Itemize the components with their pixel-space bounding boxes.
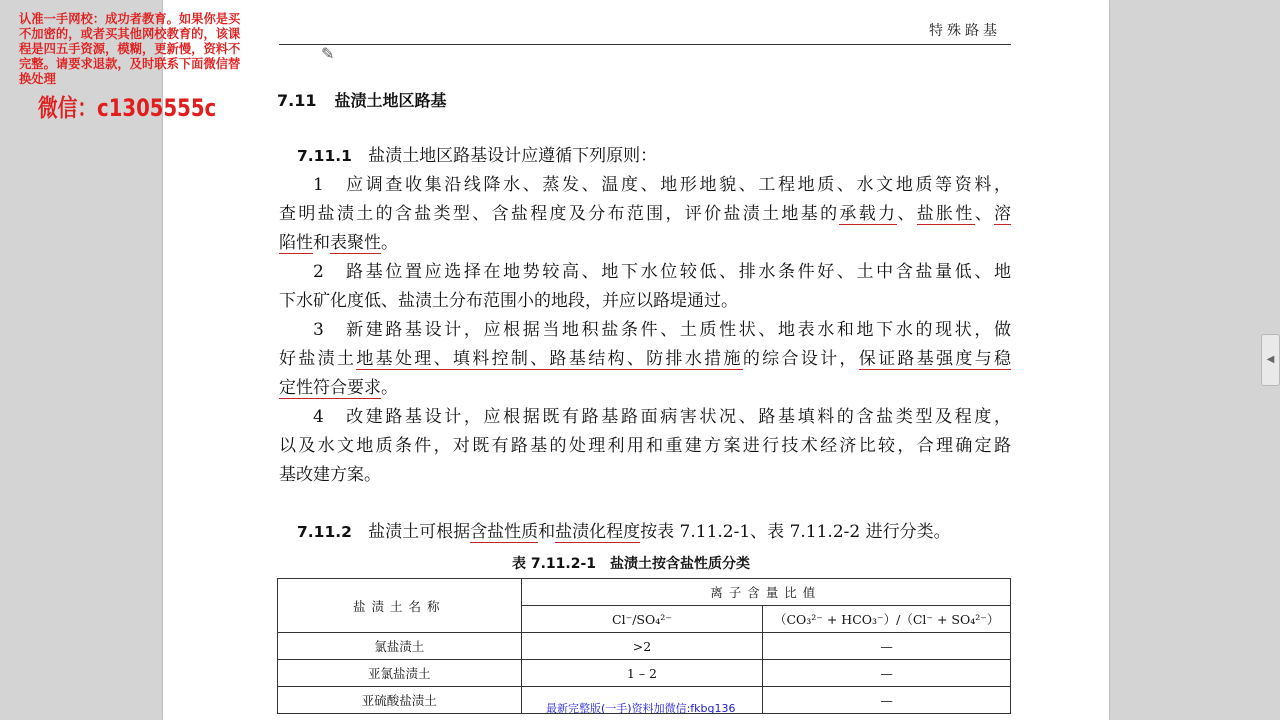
pen-cursor-icon: ✎: [321, 44, 335, 63]
highlight-salt-nature: 含盐性质: [470, 522, 539, 542]
watermark-wechat: 微信：c1305555c: [38, 94, 217, 122]
highlight-salinization-degree: 盐渍化程度: [555, 522, 641, 542]
header-soil-name: 盐渍土名称: [278, 579, 522, 633]
collapse-arrow-icon[interactable]: ◀: [1261, 334, 1280, 386]
highlight-collapsibility-a: 溶: [994, 204, 1012, 224]
item1-line3: 陷性和表聚性。: [279, 233, 398, 253]
highlight-strength-stability-b: 定性符合要求: [279, 378, 381, 398]
section-heading: 盐渍土地区路基: [334, 91, 447, 110]
section-number: 7.11: [277, 91, 317, 110]
header-ion-ratio: 离子含量比值: [521, 579, 1010, 606]
item4-line2: 以及水文地质条件，对既有路基的处理利用和重建方案进行技术经济比较，合理确定路: [279, 436, 1011, 456]
salt-classification-table: [277, 578, 1011, 714]
highlight-surface-accumulation: 表聚性: [330, 233, 381, 253]
highlight-bearing-capacity: 承载力: [839, 204, 898, 224]
table-row: 氯盐渍土 >2 —: [278, 633, 1011, 660]
highlight-design-items: 地基处理、填料控制、路基结构、防排水措施: [356, 349, 743, 369]
footer-watermark-link: 最新完整版(一手)资料加微信:fkbg136: [546, 702, 736, 715]
table-caption: 表 7.11.2-1 盐渍土按含盐性质分类: [512, 556, 751, 572]
item1-line2: 查明盐渍土的含盐类型、含盐程度及分布范围，评价盐渍土地基的承载力、盐胀性、溶: [279, 204, 1012, 224]
running-header: 特殊路基: [929, 23, 1001, 39]
header-co3-hco3: （CO₃²⁻ + HCO₃⁻）/（Cl⁻ + SO₄²⁻）: [763, 606, 1011, 633]
clause-intro: 盐渍土地区路基设计应遵循下列原则：: [368, 146, 658, 166]
highlight-strength-stability-a: 保证路基强度与稳: [858, 349, 1012, 369]
item2-line1: 2 路基位置应选择在地势较高、地下水位较低、排水条件好、土中含盐量低、地: [313, 262, 1011, 282]
header-rule: [279, 44, 1011, 45]
section-title: [277, 88, 447, 111]
document-page: [163, 0, 1109, 720]
item4-line3: 基改建方案。: [279, 465, 381, 485]
item4-line1: 4 改建路基设计，应根据既有路基路面病害状况、路基填料的含盐类型及程度，: [313, 407, 1011, 427]
clause-7-11-1: [279, 142, 1011, 490]
table-row: 亚硫酸盐渍土 —: [278, 687, 1011, 714]
table-row: 亚氯盐渍土 1 – 2 —: [278, 660, 1011, 687]
item1-line1: 1 应调查收集沿线降水、蒸发、温度、地形地貌、工程地质、水文地质等资料，: [313, 175, 1011, 195]
clause-7-11-2: 7.11.2 盐渍土可根据含盐性质和盐渍化程度按表 7.11.2-1、表 7.11.2-2 进行分类。: [297, 522, 951, 542]
highlight-salt-expansion: 盐胀性: [916, 204, 975, 224]
watermark-notice: 认准一手网校：成功者教育。如果你是买不加密的，或者买其他网校教育的，该课程是四五手资源，模糊，更新慢，资料不完整。请要求退款，及时联系下面微信替换处理: [19, 12, 241, 86]
clause-number: 7.11.1: [297, 147, 352, 165]
highlight-collapsibility-b: 陷性: [279, 233, 313, 253]
item3-line1: 3 新建路基设计，应根据当地积盐条件、土质性状、地表水和地下水的现状，做: [313, 320, 1011, 340]
item2-line2: 下水矿化度低、盐渍土分布范围小的地段，并应以路堤通过。: [279, 291, 738, 311]
clause-number: 7.11.2: [297, 523, 352, 541]
item3-line3: 定性符合要求。: [279, 378, 398, 398]
item3-line2: 好盐渍土地基处理、填料控制、路基结构、防排水措施的综合设计，保证路基强度与稳: [279, 349, 1012, 369]
header-cl-so4: Cl⁻/SO₄²⁻: [521, 606, 763, 633]
